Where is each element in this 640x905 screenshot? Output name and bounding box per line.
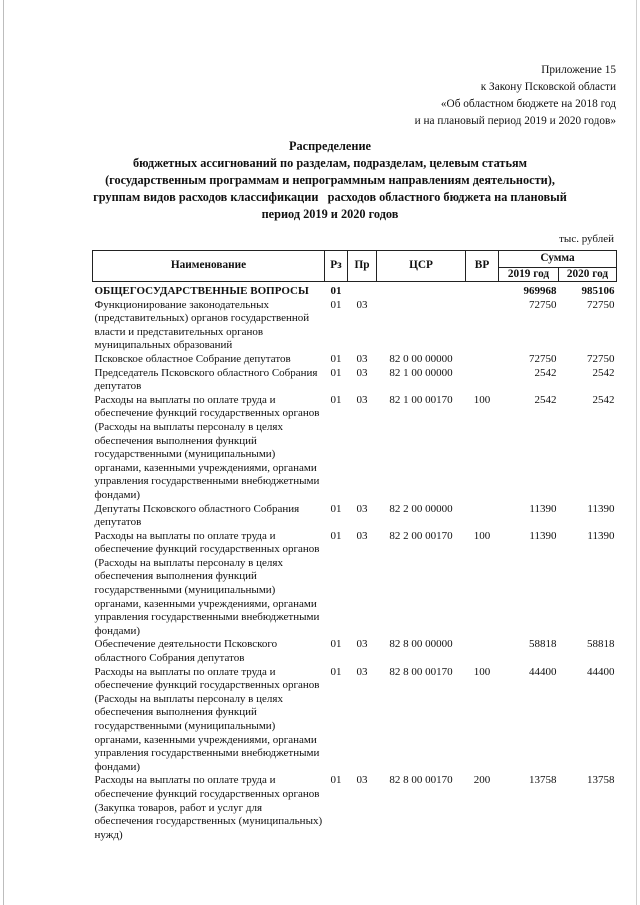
row-subsection: 03 — [356, 352, 368, 365]
row-name: Расходы на выплаты по оплате труда и обеспечение функций государственных органов (Расходы на выплаты персоналу в целях обеспечения выполнения функций государственными (муниципальными) органами, казенными учреждениями, органами управления государственными внебюджетными фондами) — [94, 665, 320, 773]
row-section: 01 — [330, 774, 342, 787]
row-sum-2019: 11390 — [529, 502, 557, 515]
row-sum-2019: 72750 — [529, 298, 557, 311]
header-sum: Сумма — [499, 251, 617, 268]
row-sum-2020: 44400 — [587, 665, 615, 678]
row-section: 01 — [330, 529, 342, 542]
row-name: Обеспечение деятельности Псковского областного Собрания депутатов — [94, 638, 278, 665]
row-subsection: 03 — [356, 298, 368, 311]
table-row — [93, 353, 617, 367]
row-section: 01 — [330, 285, 342, 297]
row-name: Расходы на выплаты по оплате труда и обеспечение функций государственных органов (Расходы на выплаты персоналу в целях обеспечения выполнения функций государственными (муниципальными) органами, казенными учреждениями, органами управления государственными внебюджетными фондами) — [94, 393, 320, 501]
row-sum-2020: 72750 — [587, 352, 615, 365]
row-expense-type — [466, 503, 499, 530]
row-section: 01 — [330, 352, 342, 365]
title-line: группам видов расходов классификации расходов областного бюджета на плановый — [93, 190, 567, 204]
row-sum-2020: 11390 — [587, 502, 615, 515]
header-vr: ВР — [466, 251, 499, 282]
row-target-article — [377, 282, 466, 299]
header-csr: ЦСР — [377, 251, 466, 282]
row-subsection: 03 — [356, 502, 368, 515]
row-sum-2020: 13758 — [587, 774, 615, 787]
row-subsection: 03 — [356, 774, 368, 787]
row-target-article: 82 8 00 00170 — [389, 665, 453, 678]
scan-edge-left — [3, 0, 4, 905]
table-row — [93, 394, 617, 503]
row-target-article: 82 2 00 00170 — [389, 529, 453, 542]
row-subsection: 03 — [356, 393, 368, 406]
row-sum-2020: 58818 — [587, 638, 615, 651]
row-subsection: 03 — [356, 638, 368, 651]
header-year-2020: 2020 год — [559, 268, 617, 282]
title-line: Распределение — [288, 139, 371, 153]
row-name: Председатель Псковского областного Собрания депутатов — [94, 366, 318, 393]
row-expense-type: 100 — [473, 393, 491, 406]
row-sum-2019: 2542 — [534, 393, 557, 406]
row-name: ОБЩЕГОСУДАРСТВЕННЫЕ ВОПРОСЫ — [94, 285, 309, 297]
row-sum-2019: 72750 — [529, 352, 557, 365]
row-section: 01 — [330, 638, 342, 651]
table-row — [93, 299, 617, 353]
appendix-line: Приложение 15 — [541, 64, 616, 76]
row-name: Псковское областное Собрание депутатов — [94, 352, 291, 365]
row-expense-type: 100 — [473, 529, 491, 542]
row-target-article: 82 0 00 00000 — [389, 352, 453, 365]
title-line: период 2019 и 2020 годов — [261, 207, 399, 221]
row-section: 01 — [330, 366, 342, 379]
row-expense-type — [466, 282, 499, 299]
row-name: Расходы на выплаты по оплате труда и обеспечение функций государственных органов (Расходы на выплаты персоналу в целях обеспечения выполнения функций государственными (муниципальными) органами, казенными учреждениями, органами управления государственными внебюджетными фондами) — [94, 529, 320, 637]
row-expense-type — [466, 353, 499, 367]
row-expense-type — [466, 299, 499, 353]
row-target-article: 82 1 00 00170 — [389, 393, 453, 406]
table-row — [93, 638, 617, 665]
row-sum-2020: 985106 — [581, 285, 615, 297]
row-section: 01 — [330, 502, 342, 515]
header-year-2019: 2019 год — [499, 268, 559, 282]
appendix-line: к Закону Псковской области — [480, 81, 616, 93]
table-row — [93, 503, 617, 530]
row-subsection: 03 — [356, 665, 368, 678]
row-expense-type — [466, 638, 499, 665]
row-target-article — [377, 299, 466, 353]
table-row — [93, 282, 617, 299]
row-subsection: 03 — [356, 366, 368, 379]
row-sum-2020: 2542 — [592, 366, 615, 379]
row-target-article: 82 8 00 00170 — [389, 774, 453, 787]
row-sum-2019: 969968 — [523, 285, 557, 297]
row-sum-2020: 2542 — [592, 393, 615, 406]
row-target-article: 82 2 00 00000 — [389, 502, 453, 515]
row-subsection: 03 — [356, 529, 368, 542]
row-target-article: 82 8 00 00000 — [389, 638, 453, 651]
row-sum-2019: 44400 — [529, 665, 557, 678]
row-sum-2019: 13758 — [529, 774, 557, 787]
row-expense-type: 100 — [473, 665, 491, 678]
scan-edge-right — [636, 0, 637, 905]
row-subsection — [348, 282, 377, 299]
row-sum-2019: 11390 — [529, 529, 557, 542]
appendix-note — [415, 62, 616, 130]
header-name: Наименование — [93, 251, 325, 282]
row-expense-type — [466, 367, 499, 394]
table-row — [93, 666, 617, 775]
row-section: 01 — [330, 298, 342, 311]
units-label: тыс. рублей — [559, 233, 614, 245]
row-target-article: 82 1 00 00000 — [389, 366, 453, 379]
row-sum-2020: 11390 — [587, 529, 615, 542]
title-line: бюджетных ассигнований по разделам, подразделам, целевым статьям — [133, 156, 527, 170]
appendix-line: и на плановый период 2019 и 2020 годов» — [414, 115, 616, 127]
table-row — [93, 530, 617, 639]
row-sum-2019: 58818 — [529, 638, 557, 651]
title-line: (государственным программам и непрограммным направлениям деятельности), — [105, 173, 555, 187]
appendix-line: «Об областном бюджете на 2018 год — [440, 98, 616, 110]
header-pr: Пр — [348, 251, 377, 282]
row-sum-2019: 2542 — [534, 366, 557, 379]
row-name: Депутаты Псковского областного Собрания депутатов — [94, 502, 300, 529]
row-sum-2020: 72750 — [587, 298, 615, 311]
row-expense-type: 200 — [473, 774, 491, 787]
header-rz: Рз — [325, 251, 348, 282]
row-name: Функционирование законодательных (представительных) органов государственной власти и представительных органов муниципальных образований — [94, 298, 310, 352]
row-section: 01 — [330, 665, 342, 678]
row-section: 01 — [330, 393, 342, 406]
table-row — [93, 774, 617, 842]
row-name: Расходы на выплаты по оплате труда и обеспечение функций государственных органов (Закупка товаров, работ и услуг для обеспечения государственных (муниципальных) нужд) — [94, 774, 323, 841]
table-row — [93, 367, 617, 394]
document-title — [80, 138, 580, 223]
budget-table — [92, 250, 617, 842]
